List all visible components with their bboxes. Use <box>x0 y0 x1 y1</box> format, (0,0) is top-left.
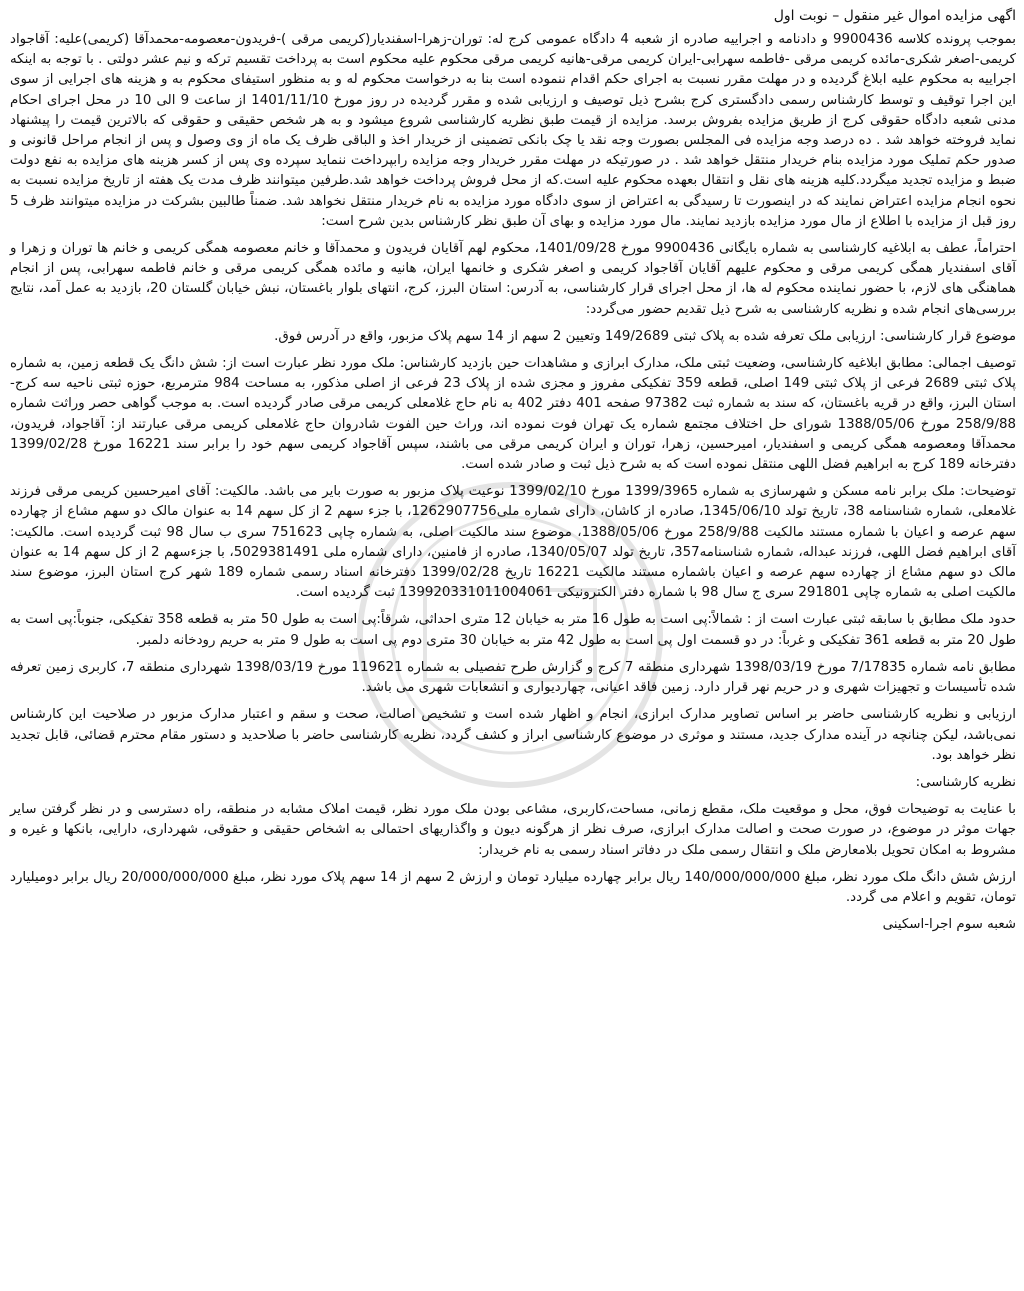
general-description-paragraph: توصیف اجمالی: مطابق ابلاغیه کارشناسی، وضعیت ثبتی ملک، مدارک ابرازی و مشاهدات حین بازدید کارشناس: ملک مورد نظر عبارت است از: شش دانگ یک قطعه زمین، به شماره پلاک ثبتی 2689 فرعی از پلاک ثبتی 149 اصلی، قطعه 359 تفکیکی مفروز و مجزی شده از پلاک 23 فرعی از اصلی مذکور، به مساحت 984 مترمربع، حوزه ثبتی ناحیه سه کرج-استان البرز، واقع در قریه باغستان، که سند به شماره ثبت 97382 صفحه 401 دفتر 402 به نام حاج غلامعلی کریمی مرقی صادر گردیده است. به موجب گواهی حصر وراثت شماره 258/9/88 مورخ 1388/05/06 شورای حل اختلاف مجتمع شماره یک تهران فوت نموده اند، وراث حین الفوت شادروان حاج غلامعلی کریمی مرقی عبارتند از: آقاجواد، فریدون، محمدآقا ومعصومه همگی کریمی و اسفندیار، امیرحسین، زهرا، توران و ایران کریمی مرقی می باشند، سپس آقاجواد کریمی سهم خود را برابر سند 16221 مورخ 1399/02/28 دفترخانه 189 کرج به ابراهیم فضل اللهی منتقل نموده است که به شرح ذیل ثبت و صادر شده است. <box>10 356 1017 473</box>
notice-title: اگهی مزایده اموال غیر منقول – نوبت اول <box>773 8 1016 24</box>
notice-intro-paragraph: بموجب پرونده کلاسه 9900436 و دادنامه و اجراییه صادره از شعبه 4 دادگاه عمومی کرج له: توران-زهرا-اسفندیار(کریمی مرقی )-فریدون-معصومه-محمدآقا (کریمی)علیه: آقاجواد کریمی-اصغر شکری-مائده کریمی مرقی -فاطمه سهرابی-ایران کریمی مرقی-هانیه کریمی مرقی محکوم علیه محکوم است به پرداخت تقسیم ترکه و نیم عشر دولتی . با توجه به اینکه اجراییه به محکوم علیه ابلاغ گردیده و در مهلت مقرر نسبت به اجرای حکم اقدام ننموده است بنا به درخواست محکوم له و به منظور استیفای محکوم به و هزینه های اجرایی از سوی این اجرا توقیف و توسط کارشناس رسمی دادگستری کرج بشرح ذیل توصیف و ارزیابی شده و مقرر گردیده در روز مورخ 1401/11/10 از ساعت 9 الی 10 در محل اجرای احکام مدنی شعبه دادگاه حقوقی کرج از طریق مزایده بفروش برسد. مزایده از قیمت طبق نظریه کارشناسی شروع میشود و به هر شخص حقیقی و حقوقی که بالاترین قیمت را پیشنهاد نماید فروخته خواهد شد . ده درصد وجه مزایده فی المجلس بصورت وجه نقد یا چک بانکی تضمینی از خریدار اخذ و الباقی ظرف یک ماه از وی وصول و پس از انجام مراحل قانونی و صدور حکم تملیک مورد مزایده بنام خریدار منتقل خواهد شد . در صورتیکه در مهلت مقرر خریدار وجه مزایده رابپرداخت ننماید سپرده وی پس از کسر هزینه های مزایده به نفع دولت ضبط و مزایده تجدید میگردد.کلیه هزینه های نقل و انتقال بعهده محکوم علیه است.که از محل فروش پرداخت خواهد شد.طرفین میتوانند ظرف مدت یک هفته از تاریخ مزایده نسبت به نحوه انجام مزایده اعتراض نمایند که در اینصورت تا رسیدگی به اعتراض از سوی دادگاه مورد مزایده به نام خریدار منتقل نخواهد شد. ضمناً طالبین بشرکت در مزایده میتوانند ظرف 5 روز قبل از مزایده با اطلاع از مال مورد مزایده بازدید نمایند. مال مورد مزایده و بهای آن طبق نظر کارشناس بدین شرح است: <box>10 32 1017 229</box>
municipality-paragraph: مطابق نامه شماره 7/17835 مورخ 1398/03/19 شهرداری منطقه 7 کرج و گزارش طرح تفصیلی به شماره 119621 مورخ 1398/03/19 شهرداری منطقه 7، کاربری زمین تعرفه شده تأسیسات و تجهیزات شهری و در حریم نهر قرار دارد. زمین فاقد اعیانی، چهاردیواری و انشعابات شهری می باشد. <box>10 659 1016 696</box>
assessment-paragraph: ارزیابی و نظریه کارشناسی حاضر بر اساس تصاویر مدارک ابرازی، انجام و اظهار شده است و تشخیص اصالت، صحت و سقم و اعتبار مدارک مزبور در صلاحیت این کارشناس نمی‌باشد، لیکن چنانچه در آینده مدارک جدید، مستند و موثری در موضوع کارشناسی ابراز و کشف گردد، نظریه کارشناسی حاضر با صلاحدید و دستور مقام محترم قضائی، قابل تجدید نظر خواهد بود. <box>10 707 1016 763</box>
expert-opinion-heading: نظریه کارشناسی: <box>915 774 1016 790</box>
explanations-paragraph: توضیحات: ملک برابر نامه مسکن و شهرسازی به شماره 1399/3965 مورخ 1399/02/10 نوعیت پلاک مزبور به صورت بایر می باشد. مالکیت: آقای امیرحسین کریمی مرقی فرزند غلامعلی، شماره شناسنامه 38، تاریخ تولد 1345/06/10، صادره از کاشان، دارای شماره ملی1262907756، با جزء سهم 2 از کل سهم 14 به عنوان مالک دو سهم مشاع از چهارده سهم عرصه و اعیان با شماره مستند مالکیت 258/9/88 مورخ 1388/05/06، موضوع سند مالکیت اصلی، به شماره چاپی 751623 سری ب سال 98 ثبت گردیده است. مالکیت: آقای ابراهیم فضل اللهی، فرزند عبداله، شماره شناسنامه357، تاریخ تولد 1340/05/07، صادره از فامنین، دارای شماره ملی 5029381491، با جزءسهم 2 از کل سهم 14 به عنوان مالک دو سهم مشاع از چهارده سهم عرصه و اعیان باشماره مستند مالکیت 16221 تاریخ 1399/02/28 دفترخانه اسناد رسمی شماره 189 شهر کرج استان البرز، موضوع سند مالکیت اصلی به شماره چاپی 291801 سری ج سال 98 با شماره دفتر الکترونیکی 139920331011004061 ثبت گردیده است. <box>10 484 1017 601</box>
boundaries-paragraph: حدود ملک مطابق با سابقه ثبتی عبارت است از : شمالاً:پی است به طول 16 متر به خیابان 12 متری احداثی، شرقاً:پی است به طول 50 متر به قطعه 358 تفکیکی، جنوباً:پی است به طول 20 متر به قطعه 361 تفکیکی و غرباً: در دو قسمت اول پی است به طول 42 متر به خیابان 30 متری دوم پی است به طول 9 متر به حریم رودخانه دلمبر. <box>10 612 1016 648</box>
signature-line: شعبه سوم اجرا-اسکینی <box>882 917 1016 933</box>
expert-opinion-paragraph: با عنایت به توضیحات فوق، محل و موقعیت ملک، مقطع زمانی، مساحت،کاربری، مشاعی بودن ملک مورد نظر، قیمت املاک مشابه در منطقه، راه دسترسی و در نظر گرفتن سایر جهات موثر در موضوع، در صورت صحت و اصالت مدارک ابرازی، صرف نظر از هرگونه دیون و واگذاریهای احتمالی به اشخاص حقیقی و حقوقی، شهرداری، دارایی، بانکها و غیره و مشروط به امکان تحویل بلامعارض ملک و انتقال رسمی ملک در دفاتر اسناد رسمی به نام خریدار: <box>10 802 1016 858</box>
expert-respectfully-paragraph: احتراماً، عطف به ابلاغیه کارشناسی به شماره بایگانی 9900436 مورخ 1401/09/28، محکوم لهم آقایان فریدون و محمدآقا و خانم معصومه همگی کریمی و خانم ها توران و زهرا و آقای اسفندیار همگی کریمی مرقی و محکوم علیهم آقایان آقاجواد کریمی و اصغر شکری و خانمها ایران، هانیه و مائده همگی کریمی مرقی و خانم فاطمه سهرابی، پس از انجام هماهنگی های لازم، با حضور نماینده محکوم له ها، از محل اجرای قرار کارشناسی، به آدرس: استان البرز، کرج، انتهای بلوار باغستان، نبش خیابان گلستان 20، بازدید به عمل آمد، نتایج بررسی‌های انجام شده و نظریه کارشناسی به شرح ذیل تقدیم حضور می‌گردد: <box>10 241 1016 317</box>
expert-subject-paragraph: موضوع قرار کارشناسی: ارزیابی ملک تعرفه شده به پلاک ثبتی 149/2689 وتعیین 2 سهم از 14 سهم پلاک مزبور، واقع در آدرس فوق. <box>274 328 1016 344</box>
valuation-paragraph: ارزش شش دانگ ملک مورد نظر، مبلغ 140/000/000/000 ریال برابر چهارده میلیارد تومان و ارزش 2 سهم از 14 سهم پلاک مورد نظر، مبلغ 20/000/000/000 ریال برابر دومیلیارد تومان، تقویم و اعلام می گردد. <box>10 869 1016 905</box>
